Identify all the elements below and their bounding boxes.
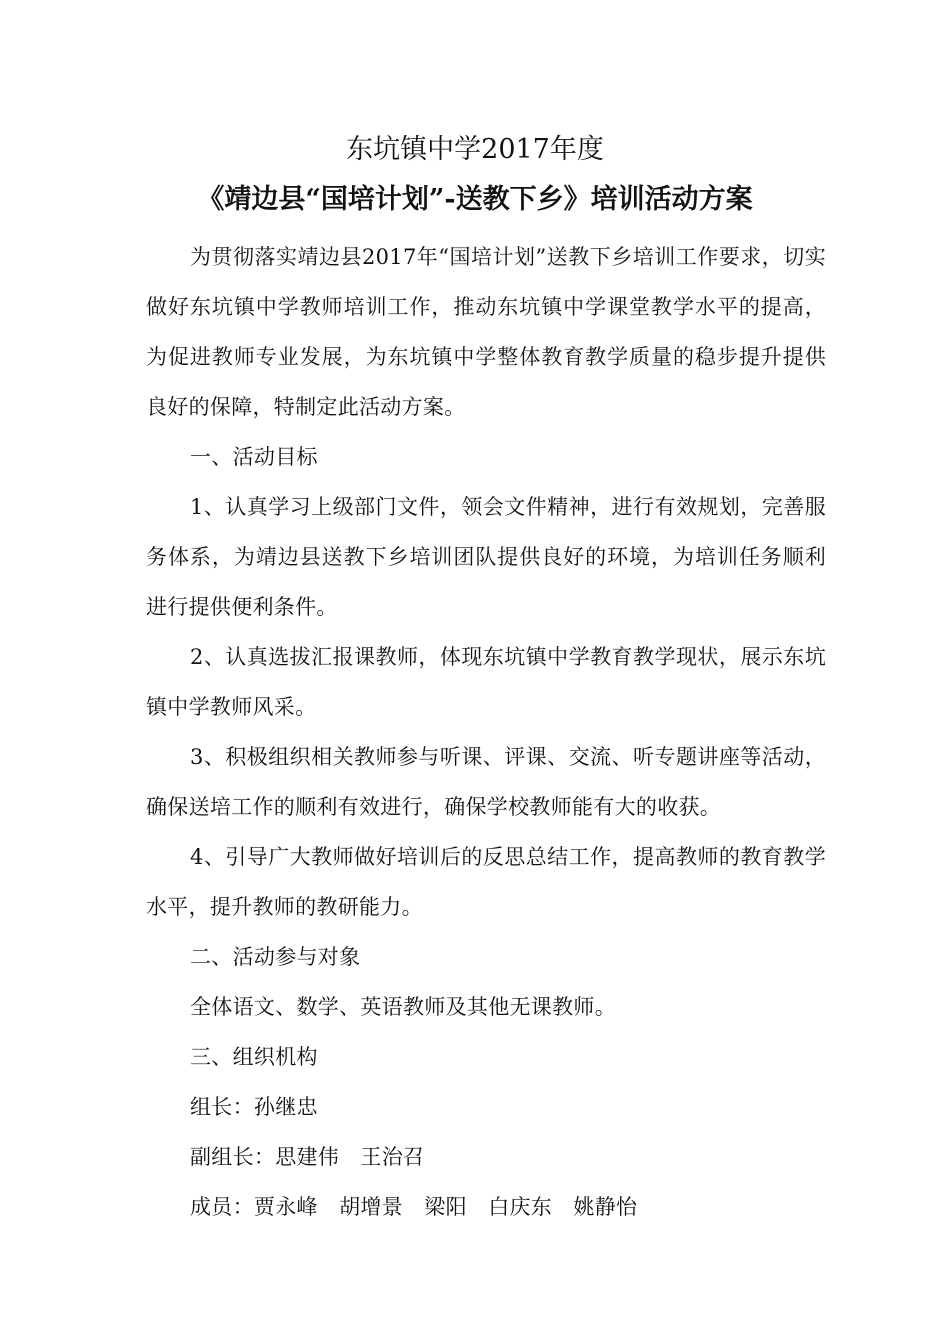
intro-paragraph: 为贯彻落实靖边县2017年“国培计划”送教下乡培训工作要求，切实做好东坑镇中学教师培训工作，推动东坑镇中学课堂教学水平的提高，为促进教师专业发展，为东坑镇中学整体教育教学质量的稳步提升提供良好的保障，特制定此活动方案。 <box>146 245 826 419</box>
goal-item-1: 1、认真学习上级部门文件，领会文件精神，进行有效规划，完善服务体系，为靖边县送教下乡培训团队提供良好的环境，为培训任务顺利进行提供便利条件。 <box>146 495 826 619</box>
section1-heading: 一、活动目标 <box>190 445 318 469</box>
document-title-line2: 《靖边县“国培计划”-送教下乡》培训活动方案 <box>197 184 753 215</box>
goal-item-3: 3、积极组织相关教师参与听课、评课、交流、听专题讲座等活动，确保送培工作的顺利有效进行，确保学校教师能有大的收获。 <box>146 745 826 819</box>
leader-line: 组长：孙继忠 <box>190 1095 318 1119</box>
members-line: 成员：贾永峰 胡增景 梁阳 白庆东 姚静怡 <box>190 1195 638 1219</box>
section2-heading: 二、活动参与对象 <box>190 945 361 969</box>
deputy-leader-line: 副组长：思建伟 王治召 <box>190 1145 425 1169</box>
section3-heading: 三、组织机构 <box>190 1045 318 1069</box>
goal-item-4: 4、引导广大教师做好培训后的反思总结工作，提高教师的教育教学水平，提升教师的教研能力。 <box>146 845 826 919</box>
document-body <box>146 232 826 1232</box>
participants-text: 全体语文、数学、英语教师及其他无课教师。 <box>190 995 616 1019</box>
goal-item-2: 2、认真选拔汇报课教师，体现东坑镇中学教育教学现状，展示东坑镇中学教师风采。 <box>146 645 826 719</box>
document-title-line1: 东坑镇中学2017年度 <box>346 134 604 165</box>
